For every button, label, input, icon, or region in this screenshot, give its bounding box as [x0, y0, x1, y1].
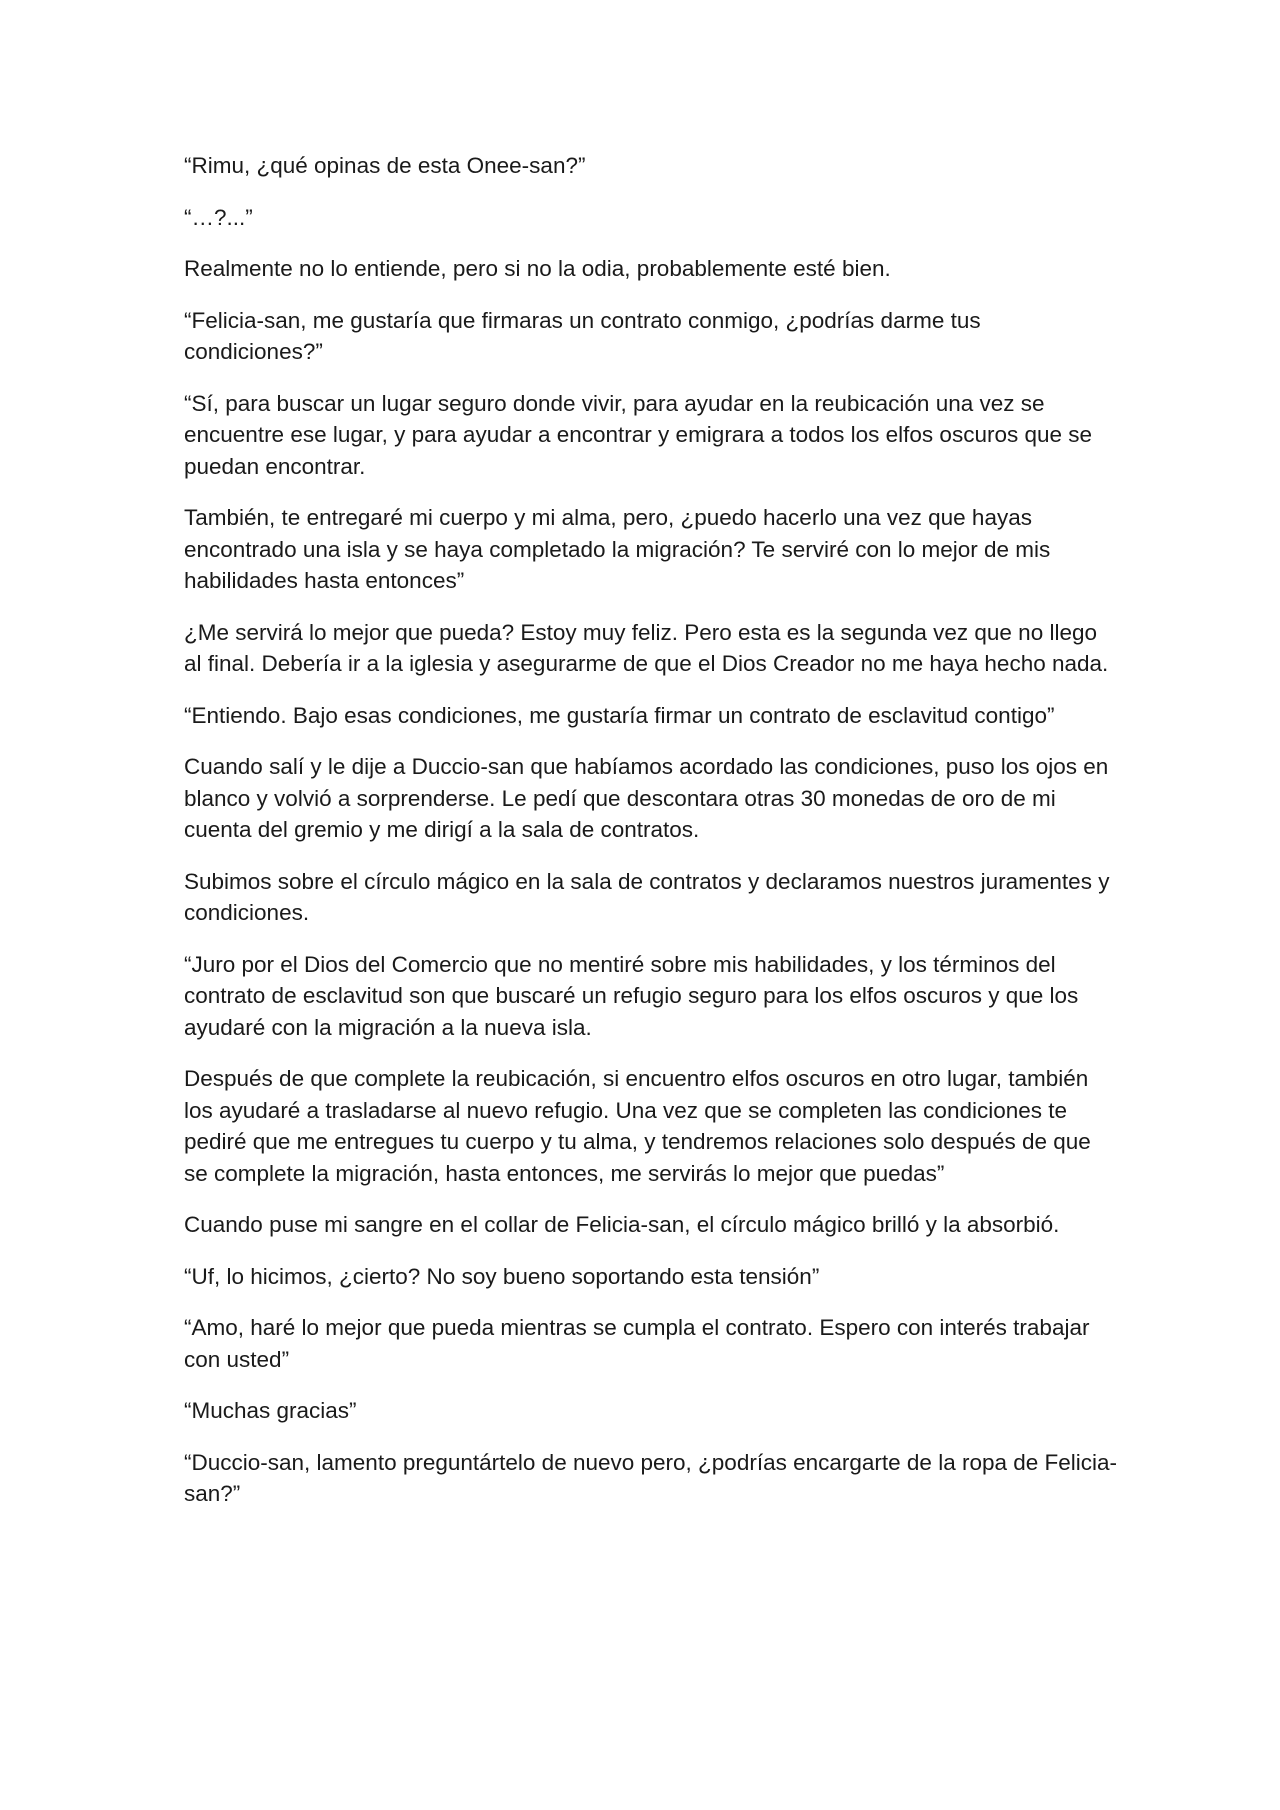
document-body [184, 150, 1120, 1530]
paragraph: Subimos sobre el círculo mágico en la sala de contratos y declaramos nuestros juramentes y condiciones. [184, 868, 1110, 925]
paragraph: “Sí, para buscar un lugar seguro donde vivir, para ayudar en la reubicación una vez se encuentre ese lugar, y para ayudar a encontrar y emigrara a todos los elfos oscuros que se puedan encontrar. [184, 390, 1093, 479]
paragraph: “…?...” [184, 204, 253, 230]
paragraph: “Felicia-san, me gustaría que firmaras un contrato conmigo, ¿podrías darme tus condiciones?” [184, 307, 981, 364]
paragraph: “Amo, haré lo mejor que pueda mientras se cumpla el contrato. Espero con interés trabajar con usted” [184, 1315, 1090, 1372]
paragraph: Cuando puse mi sangre en el collar de Felicia-san, el círculo mágico brilló y la absorbió. [184, 1212, 1060, 1237]
paragraph: “Juro por el Dios del Comercio que no mentiré sobre mis habilidades, y los términos del contrato de esclavitud son que buscaré un refugio seguro para los elfos oscuros y que los ayudaré con la migración a la nueva isla. [184, 951, 1079, 1040]
paragraph: También, te entregaré mi cuerpo y mi alma, pero, ¿puedo hacerlo una vez que hayas encontrado una isla y se haya completado la migración? Te serviré con lo mejor de mis habilidades hasta entonces” [184, 505, 1051, 593]
paragraph: “Uf, lo hicimos, ¿cierto? No soy bueno soportando esta tensión” [184, 1263, 820, 1289]
paragraph: Realmente no lo entiende, pero si no la odia, probablemente esté bien. [184, 256, 891, 281]
paragraph: Después de que complete la reubicación, si encuentro elfos oscuros en otro lugar, también los ayudaré a trasladarse al nuevo refugio. Una vez que se completen las condiciones te pediré que me entregues tu cuerpo y tu alma, y tendremos relaciones solo después de que se complete la migración, hasta entonces, me servirás lo mejor que puedas” [184, 1066, 1091, 1186]
paragraph: “Muchas gracias” [184, 1398, 357, 1423]
paragraph: “Entiendo. Bajo esas condiciones, me gustaría firmar un contrato de esclavitud contigo” [184, 702, 1055, 728]
paragraph: “Duccio-san, lamento preguntártelo de nuevo pero, ¿podrías encargarte de la ropa de Felicia-san?” [184, 1449, 1118, 1506]
paragraph: “Rimu, ¿qué opinas de esta Onee-san?” [184, 153, 586, 178]
paragraph: Cuando salí y le dije a Duccio-san que habíamos acordado las condiciones, puso los ojos en blanco y volvió a sorprenderse. Le pedí que descontara otras 30 monedas de oro de mi cuenta del gremio y me dirigí a la sala de contratos. [184, 754, 1109, 842]
paragraph: ¿Me servirá lo mejor que pueda? Estoy muy feliz. Pero esta es la segunda vez que no llego al final. Debería ir a la iglesia y asegurarme de que el Dios Creador no me haya hecho nada. [184, 619, 1109, 676]
